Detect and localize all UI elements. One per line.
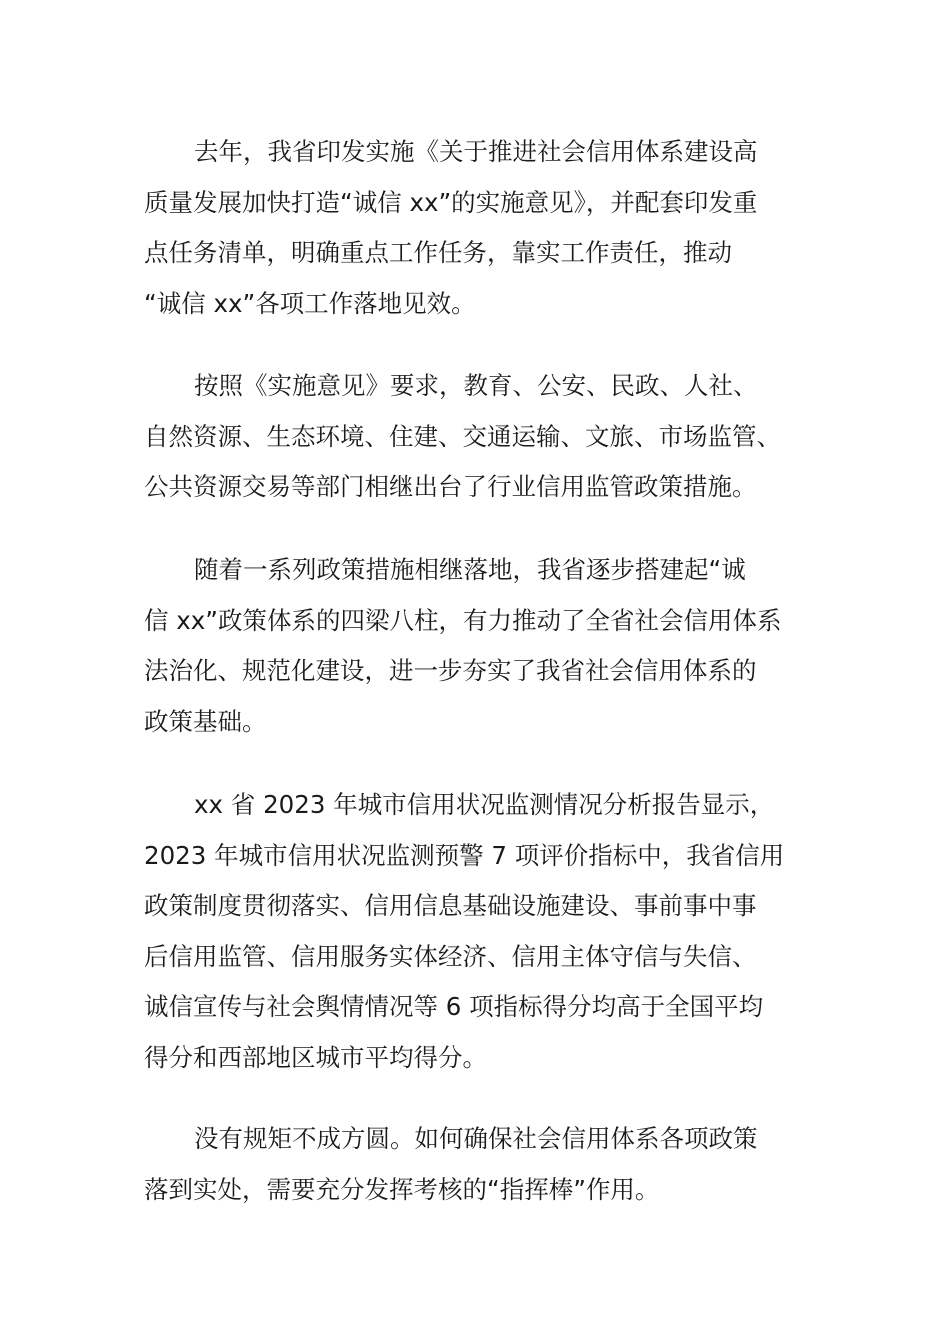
paragraph-line: 自然资源、生态环境、住建、交通运输、文旅、市场监管、: [144, 421, 781, 451]
paragraph-line: 信 xx”政策体系的四梁八柱，有力推动了全省社会信用体系: [144, 605, 782, 635]
paragraph-line: 政策基础。: [144, 706, 267, 736]
paragraph-line: 落到实处，需要充分发挥考核的“指挥棒”作用。: [144, 1174, 660, 1204]
paragraph-1: [144, 127, 824, 329]
paragraph-line: “诚信 xx”各项工作落地见效。: [144, 288, 476, 318]
paragraph-line: 后信用监管、信用服务实体经济、信用主体守信与失信、: [144, 941, 757, 971]
paragraph-line: 去年，我省印发实施《关于推进社会信用体系建设高: [194, 137, 758, 166]
paragraph-line: 没有规矩不成方圆。如何确保社会信用体系各项政策: [194, 1124, 758, 1153]
paragraph-5: [144, 1114, 824, 1215]
paragraph-line: xx 省 2023 年城市信用状况监测情况分析报告显示，: [194, 790, 775, 819]
paragraph-2: [144, 361, 824, 513]
paragraph-3: [144, 545, 824, 747]
paragraph-line: 随着一系列政策措施相继落地，我省逐步搭建起“诚: [194, 555, 746, 584]
paragraph-line: 法治化、规范化建设，进一步夯实了我省社会信用体系的: [144, 656, 757, 685]
paragraph-4: [144, 780, 824, 1083]
paragraph-line: 政策制度贯彻落实、信用信息基础设施建设、事前事中事: [144, 891, 757, 920]
paragraph-line: 点任务清单，明确重点工作任务，靠实工作责任，推动: [144, 238, 732, 267]
paragraph-line: 按照《实施意见》要求，教育、公安、民政、人社、: [194, 371, 758, 400]
paragraph-line: 质量发展加快打造“诚信 xx”的实施意见》，并配套印发重: [144, 187, 758, 217]
paragraph-line: 得分和西部地区城市平均得分。: [144, 1042, 487, 1072]
paragraph-line: 公共资源交易等部门相继出台了行业信用监管政策措施。: [144, 472, 757, 501]
paragraph-line: 2023 年城市信用状况监测预警 7 项评价指标中，我省信用: [144, 840, 785, 870]
paragraph-line: 诚信宣传与社会舆情情况等 6 项指标得分均高于全国平均: [144, 992, 764, 1021]
